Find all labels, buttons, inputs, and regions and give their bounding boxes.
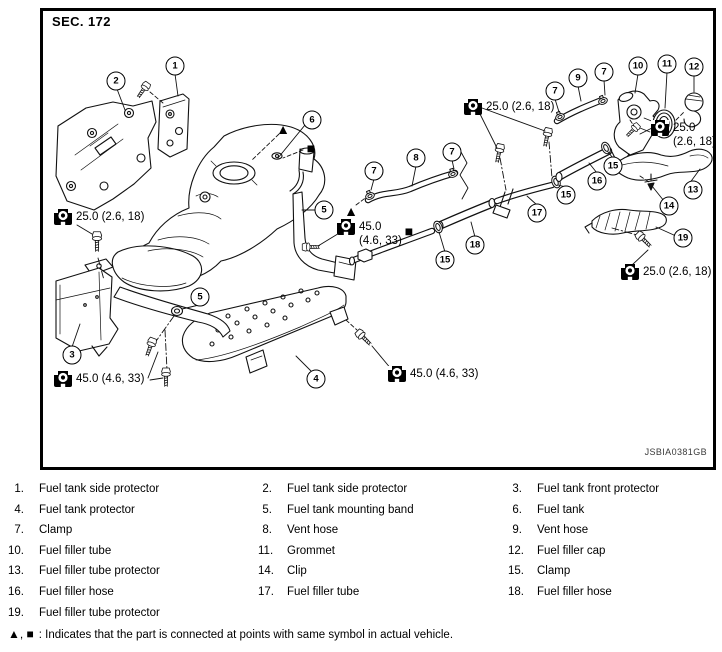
vent-hose-9: [480, 80, 608, 163]
part-number: 1.: [14, 483, 24, 495]
part-label: Fuel filler hose: [39, 585, 114, 598]
balloon-5-lower: 5: [191, 288, 210, 307]
torque-wrench-icon: [54, 371, 72, 387]
torque-wrench-icon: [651, 120, 669, 136]
balloon-7-b: 7: [443, 143, 462, 162]
balloon-12: 12: [685, 58, 704, 77]
part-number: 12.: [508, 544, 524, 557]
torque-callout-bottom-left: [54, 371, 144, 387]
legend-note-text: : Indicates that the part is connected at points with same symbol in actual vehicle.: [38, 629, 454, 641]
part-number: 5.: [262, 503, 272, 516]
torque-callout-filler-neck: [651, 120, 716, 149]
fuel-filler-tube-protector-19: [585, 209, 676, 266]
torque-value: 25.0 (2.6, 18): [643, 266, 712, 278]
part-label: Fuel filler tube: [287, 585, 360, 598]
part-label: Fuel tank protector: [39, 503, 135, 516]
part-label: Clamp: [39, 524, 73, 537]
part-number: 10.: [8, 544, 24, 557]
balloon-3: 3: [63, 346, 82, 365]
torque-value: 25.0 (2.6, 18): [76, 211, 145, 223]
connection-symbols-legend: ▲, ■: [8, 627, 34, 641]
torque-wrench-icon: [54, 209, 72, 225]
balloon-19: 19: [674, 229, 693, 248]
torque-value: 25.0: [673, 122, 696, 134]
balloon-11: 11: [658, 55, 677, 74]
part-number: 4.: [14, 503, 24, 516]
part-number: 19.: [8, 606, 24, 619]
balloon-8: 8: [407, 149, 426, 168]
balloon-9: 9: [569, 69, 588, 88]
balloon-13: 13: [684, 181, 703, 200]
triangle-symbol-hose: ▲: [344, 203, 358, 219]
balloon-7-a: 7: [365, 162, 384, 181]
balloon-15-a: 15: [604, 157, 623, 176]
torque-callout-mounting-band: [337, 219, 402, 248]
parts-list: [8, 479, 714, 623]
part-label: Clamp: [537, 565, 571, 578]
torque-callout-filler-bracket: [464, 99, 554, 115]
balloon-4: 4: [307, 370, 326, 389]
part-label: Fuel filler tube: [39, 544, 112, 557]
part-label: Vent hose: [287, 524, 339, 537]
part-number: 11.: [258, 544, 274, 557]
part-label: Fuel tank side protector: [39, 483, 160, 495]
part-number: 15.: [508, 565, 524, 578]
balloon-5-upper: 5: [315, 201, 334, 220]
part-number: 2.: [262, 483, 272, 495]
torque-wrench-icon: [337, 219, 355, 235]
part-number: 13.: [8, 565, 24, 578]
fuel-tank-side-protector-2: [56, 89, 156, 210]
torque-value-line2: (4.6, 33): [359, 235, 402, 247]
balloon-14: 14: [660, 197, 679, 216]
balloon-6: 6: [303, 111, 322, 130]
balloon-18: 18: [466, 236, 485, 255]
torque-wrench-icon: [621, 264, 639, 280]
part-number: 18.: [508, 585, 524, 598]
balloon-15-c: 15: [436, 251, 455, 270]
square-symbol-hose: ■: [404, 223, 414, 239]
fuel-tank-front-protector: [56, 225, 118, 356]
torque-value: 25.0 (2.6, 18): [486, 101, 555, 113]
torque-wrench-icon: [464, 99, 482, 115]
balloon-7-d: 7: [595, 63, 614, 82]
torque-wrench-icon: [388, 366, 406, 382]
part-number: 14.: [258, 565, 274, 578]
part-number: 7.: [14, 524, 24, 537]
torque-value: 45.0: [359, 221, 382, 233]
part-label: Fuel filler tube protector: [39, 606, 160, 619]
part-label: Vent hose: [537, 524, 589, 537]
part-label: Fuel tank mounting band: [287, 503, 414, 516]
legend-note: [8, 627, 453, 641]
balloon-16: 16: [588, 172, 607, 191]
part-label: Fuel filler tube protector: [39, 565, 160, 578]
balloon-17: 17: [528, 204, 547, 223]
part-number: 6.: [512, 503, 522, 516]
part-label: Grommet: [287, 544, 335, 557]
balloon-15-b: 15: [557, 186, 576, 205]
fuel-tank-protector: [182, 286, 392, 373]
square-symbol-tank: ■: [306, 140, 316, 156]
part-label: Fuel tank front protector: [537, 483, 660, 495]
part-number: 8.: [262, 524, 272, 537]
balloon-7-c: 7: [546, 82, 565, 101]
torque-value-line2: (2.6, 18): [673, 136, 716, 148]
part-label: Fuel filler hose: [537, 585, 612, 598]
part-label: Fuel filler cap: [537, 544, 606, 557]
balloon-10: 10: [629, 57, 648, 76]
figure-code: JSBIA0381GB: [644, 447, 707, 457]
part-label: Fuel tank side protector: [287, 483, 408, 495]
balloon-2: 2: [107, 72, 126, 91]
part-label: Clip: [287, 565, 307, 578]
torque-callout-bottom-right: [621, 264, 711, 280]
triangle-symbol-tank: ▲: [276, 121, 290, 137]
torque-value: 45.0 (4.6, 33): [76, 373, 145, 385]
part-number: 3.: [512, 483, 522, 495]
torque-value: 45.0 (4.6, 33): [410, 368, 479, 380]
part-number: 16.: [8, 585, 24, 598]
part-number: 17.: [258, 585, 274, 598]
part-number: 9.: [512, 524, 522, 537]
torque-callout-tank-left: [54, 209, 144, 225]
section-label: SEC. 172: [52, 14, 111, 29]
balloon-1: 1: [166, 57, 185, 76]
torque-callout-bottom-middle: [388, 366, 478, 382]
part-label: Fuel tank: [537, 503, 585, 516]
